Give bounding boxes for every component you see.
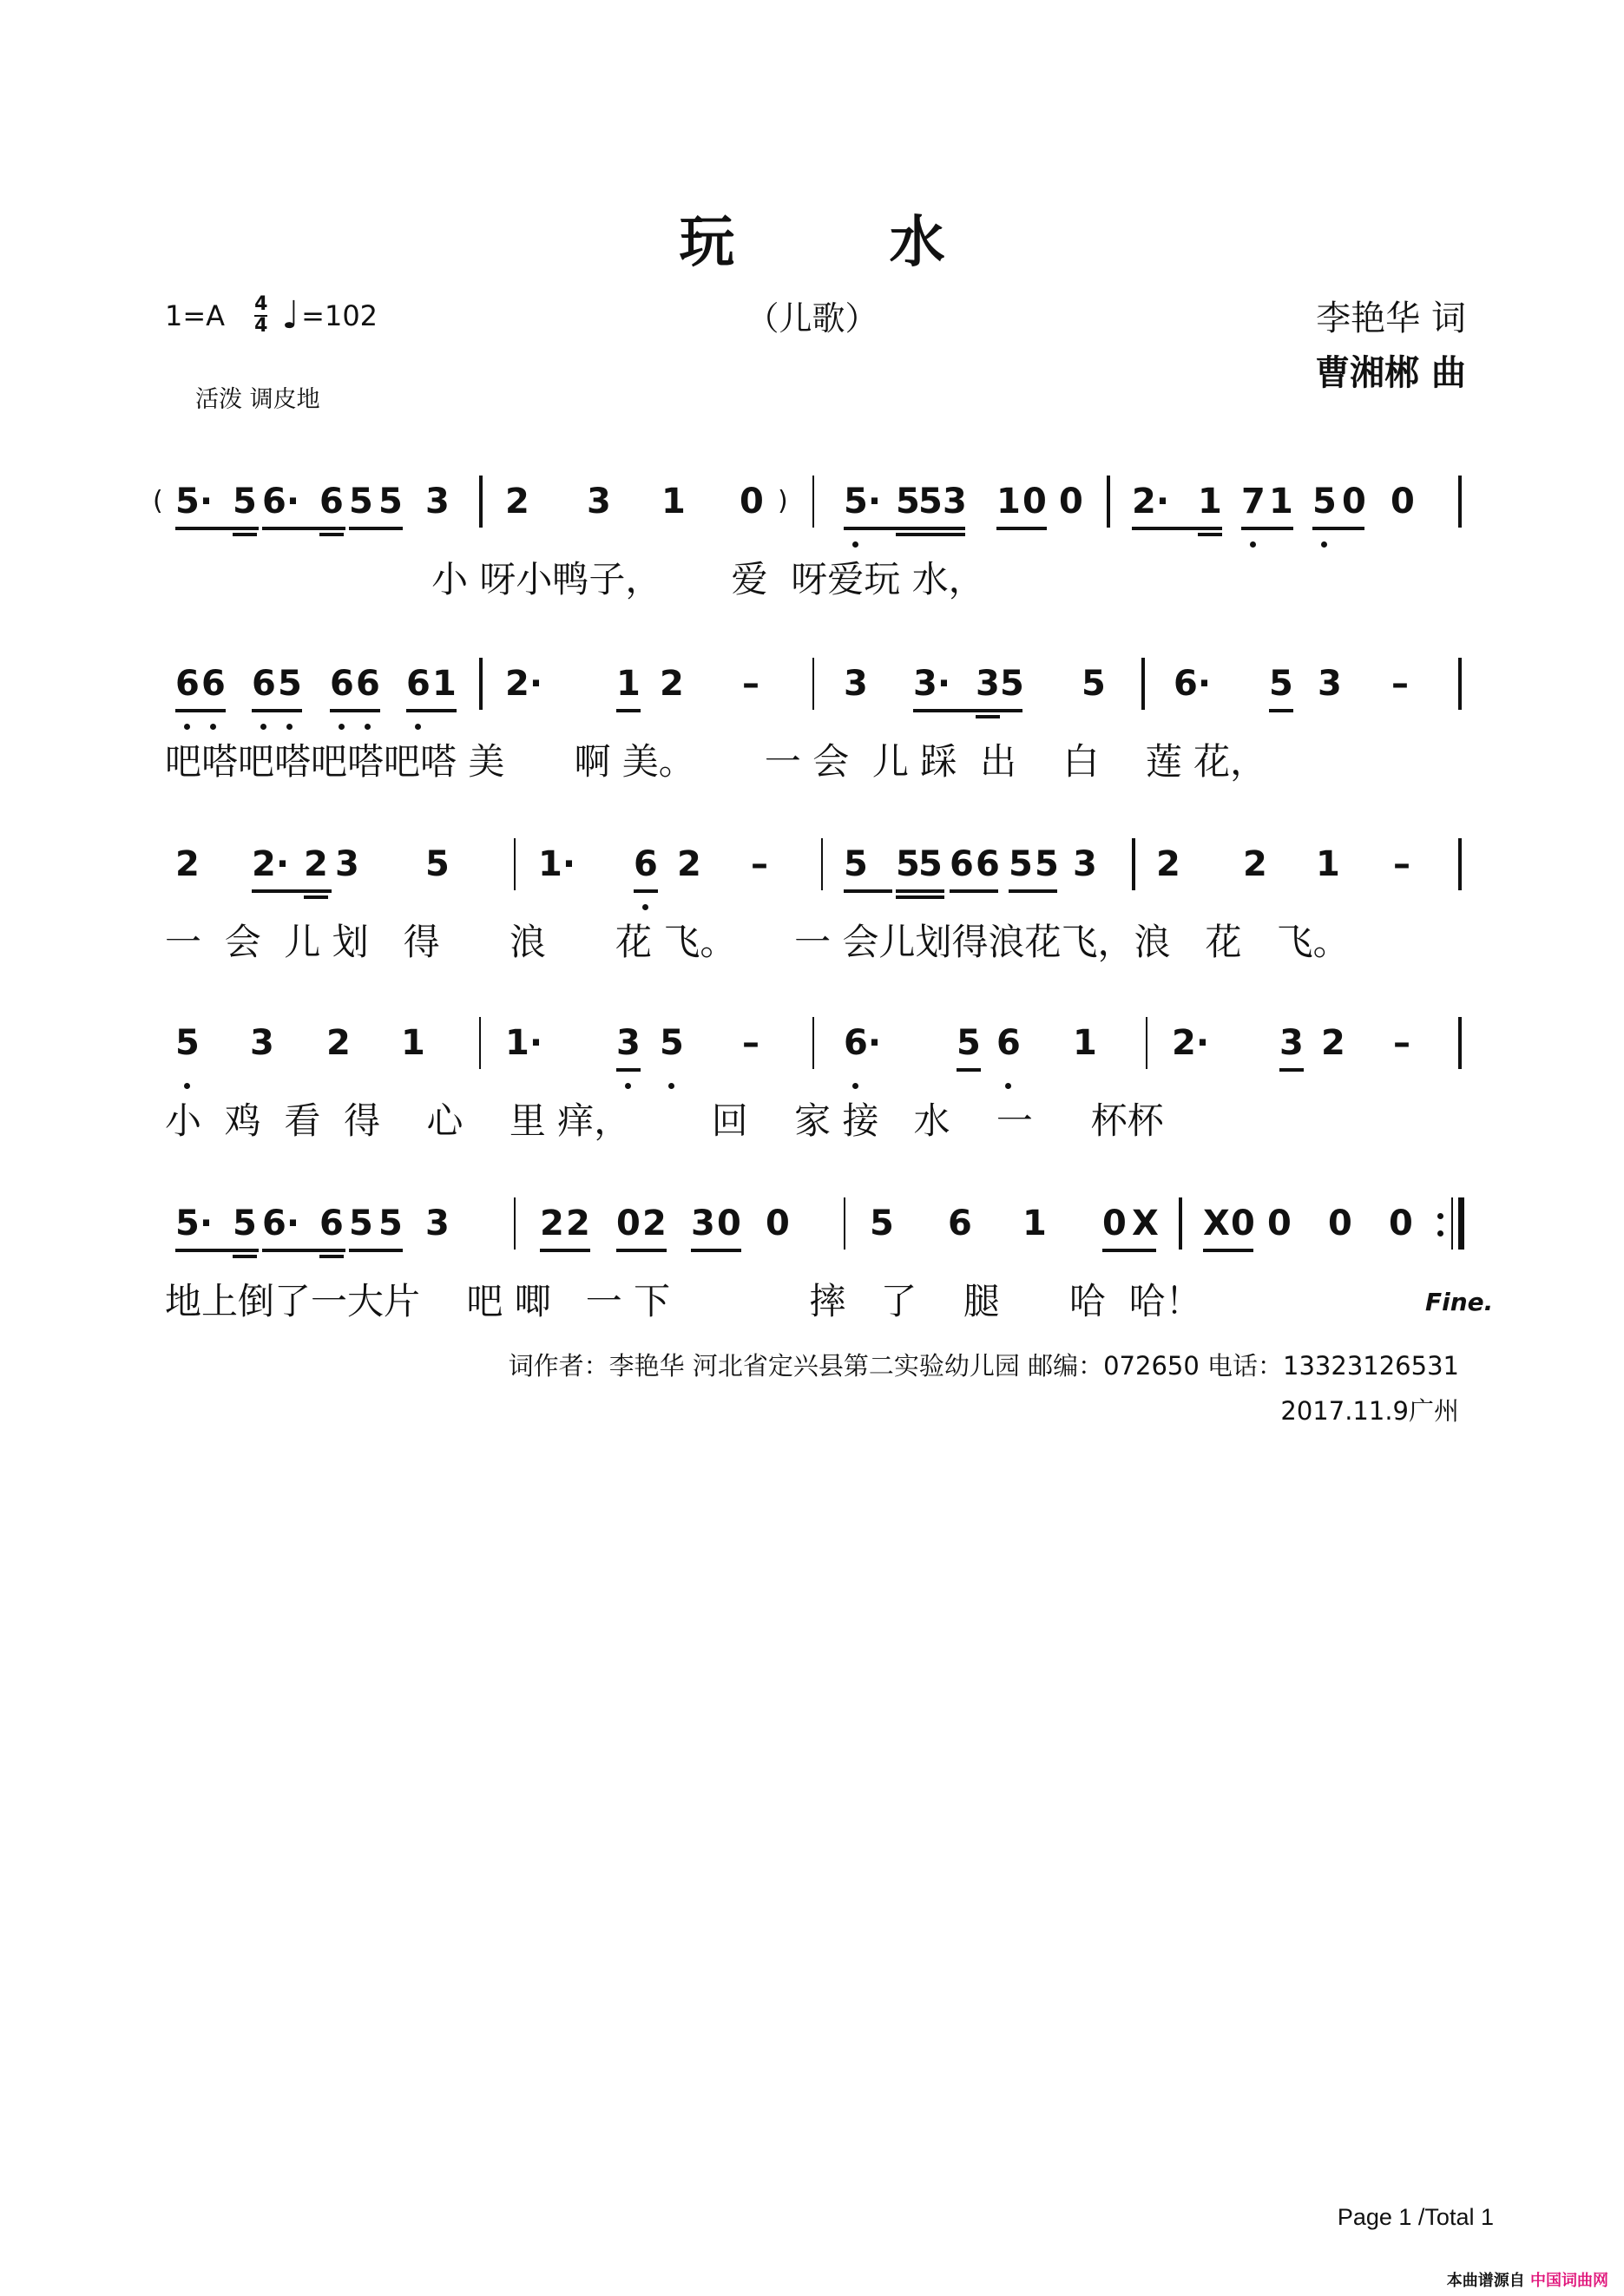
note: 6· <box>262 482 300 522</box>
note: 5· <box>175 482 214 522</box>
note: 6· <box>262 1204 300 1243</box>
note: 2 <box>1243 844 1267 884</box>
quarter-note-icon: ♩ <box>281 292 300 338</box>
note: 2· <box>252 844 290 884</box>
time-signature <box>254 295 267 336</box>
time-top: 4 <box>254 293 268 315</box>
note: 6 <box>976 844 1000 884</box>
author-info: 词作者：李艳华 河北省定兴县第二实验幼儿园 邮编：072650 电话：13323126531 <box>508 1351 1459 1381</box>
score-row-5 <box>165 1197 1494 1336</box>
note: 0 <box>1022 482 1047 522</box>
note: 5 <box>378 482 403 522</box>
open-paren: ( <box>153 486 163 516</box>
note: 0 <box>1342 482 1366 522</box>
note: 6 <box>356 664 380 704</box>
note: 5 <box>896 482 920 522</box>
note: 5 <box>1009 844 1033 884</box>
close-paren: ) <box>778 486 788 516</box>
note: 1 <box>1269 482 1293 522</box>
note: 6 <box>319 1204 344 1243</box>
note: 0 <box>766 1204 790 1243</box>
note: 5 <box>1082 664 1106 704</box>
note: 3 <box>976 664 1000 704</box>
source-watermark <box>1447 2268 1608 2291</box>
note: 6· <box>844 1023 882 1063</box>
fine-mark: Fine. <box>1425 1288 1494 1316</box>
source-site-link[interactable]: 中国词曲网 <box>1530 2272 1608 2290</box>
note: – <box>1391 664 1409 704</box>
note: 3 <box>250 1023 274 1063</box>
note: 0 <box>1389 1204 1413 1243</box>
note: 6 <box>201 664 226 704</box>
notes-row-1 <box>153 476 1484 536</box>
note: 5 <box>425 844 450 884</box>
note: 5 <box>349 1204 373 1243</box>
note: 5· <box>175 1204 214 1243</box>
note: 5 <box>957 1023 981 1063</box>
note: 1 <box>661 482 686 522</box>
note: – <box>1393 1023 1410 1063</box>
note: 2 <box>566 1204 590 1243</box>
note: 2 <box>540 1204 564 1243</box>
note: – <box>742 664 759 704</box>
note: 2 <box>175 844 200 884</box>
note: 3 <box>425 1204 450 1243</box>
note: 0 <box>1267 1204 1292 1243</box>
key-label: 1=A <box>165 298 226 332</box>
note: 2 <box>326 1023 351 1063</box>
note: 5 <box>175 1023 200 1063</box>
note: 6 <box>175 664 200 704</box>
note: 3 <box>943 482 967 522</box>
note: 3 <box>691 1204 715 1243</box>
note: 1· <box>538 844 576 884</box>
lyrics-row-2: 吧嗒吧嗒吧嗒吧嗒 美 啊 美。 一 会 儿 踩 出 白 莲 花， <box>165 740 1267 783</box>
note: 2 <box>1156 844 1180 884</box>
note: – <box>1393 844 1410 884</box>
note: 2· <box>1172 1023 1210 1063</box>
note: 0 <box>1102 1204 1127 1243</box>
lyricist-credit: 李艳华 词 <box>1316 298 1466 338</box>
note: 5 <box>1000 664 1024 704</box>
note: 6 <box>634 844 658 884</box>
note: 1 <box>432 664 457 704</box>
note: 2 <box>505 482 529 522</box>
note: 0 <box>1328 1204 1352 1243</box>
score-row-2 <box>165 658 1484 797</box>
note: 6 <box>319 482 344 522</box>
note: 0 <box>1059 482 1083 522</box>
note: 5 <box>1035 844 1059 884</box>
note: 6 <box>996 1023 1021 1063</box>
date-place: 2017.11.9广州 <box>1280 1396 1459 1426</box>
note: 5 <box>1269 664 1293 704</box>
note: 5 <box>1312 482 1337 522</box>
note: 5 <box>918 844 943 884</box>
composer-credit: 曹湘郴 曲 <box>1315 353 1466 393</box>
note: X <box>1132 1204 1159 1243</box>
note: 5 <box>233 482 257 522</box>
note: 5 <box>918 482 943 522</box>
note: 5 <box>896 844 920 884</box>
note: 0 <box>740 482 764 522</box>
note: 2· <box>1132 482 1170 522</box>
note: 3 <box>425 482 450 522</box>
lyrics-row-3: 一 会 儿 划 得 浪 花 飞。 一 会儿划得浪花飞，浪 花 飞。 <box>165 921 1350 963</box>
note: – <box>751 844 768 884</box>
note: 3 <box>1279 1023 1304 1063</box>
note: 6 <box>406 664 431 704</box>
source-prefix: 本曲谱源自 <box>1446 2272 1525 2290</box>
key-signature <box>165 292 378 338</box>
notes-row-2 <box>165 658 1484 718</box>
note: 1 <box>1073 1023 1097 1063</box>
note: 5· <box>844 482 882 522</box>
note: 2 <box>677 844 701 884</box>
note: 3 <box>587 482 611 522</box>
note: 6· <box>1174 664 1212 704</box>
note: 1 <box>1316 844 1340 884</box>
notes-row-5 <box>165 1197 1484 1258</box>
note: 6 <box>330 664 354 704</box>
note: 3 <box>616 1023 641 1063</box>
score-row-1 <box>153 476 1484 614</box>
score-row-3 <box>165 838 1484 977</box>
note: 6 <box>252 664 276 704</box>
note: 1 <box>996 482 1021 522</box>
tempo-value: =102 <box>301 298 378 332</box>
note: 1 <box>1022 1204 1047 1243</box>
note: 3 <box>1073 844 1097 884</box>
note: 0 <box>616 1204 641 1243</box>
note: 0 <box>1231 1204 1255 1243</box>
note: 2 <box>660 664 684 704</box>
note: 5 <box>378 1204 403 1243</box>
song-subtitle: （儿歌） <box>746 299 878 338</box>
notes-row-3 <box>165 838 1484 899</box>
note: 3 <box>844 664 868 704</box>
note: 3 <box>1318 664 1342 704</box>
note: 5 <box>660 1023 684 1063</box>
note: 6 <box>950 844 974 884</box>
lyrics-row-1: 小 呀小鸭子， 爱 呀爱玩 水， <box>165 558 985 600</box>
note: 1 <box>1198 482 1222 522</box>
expression-mark: 活泼 调皮地 <box>195 386 320 413</box>
note: 2· <box>505 664 543 704</box>
note: 5 <box>870 1204 894 1243</box>
note: 7 <box>1241 482 1266 522</box>
note: 2 <box>642 1204 667 1243</box>
note: 1· <box>505 1023 543 1063</box>
note: 5 <box>278 664 302 704</box>
lyrics-row-5: 地上倒了一大片 吧 唧 一 下 摔 了 腿 哈 哈！ <box>165 1280 1202 1322</box>
score-row-4 <box>165 1017 1484 1156</box>
note: 2 <box>304 844 328 884</box>
note: 5 <box>233 1204 257 1243</box>
note: 0 <box>1391 482 1415 522</box>
song-title: 玩 水 <box>679 211 1013 275</box>
note: 6 <box>948 1204 972 1243</box>
note: – <box>742 1023 759 1063</box>
notes-row-4 <box>165 1017 1484 1078</box>
time-bottom: 4 <box>254 315 268 337</box>
page-number: Page 1 /Total 1 <box>1337 2204 1494 2230</box>
note: X <box>1203 1204 1230 1243</box>
lyrics-row-4: 小 鸡 看 得 心 里 痒， 回 家 接 水 一 杯杯 <box>165 1099 1164 1142</box>
note: 1 <box>401 1023 425 1063</box>
note: 3· <box>913 664 951 704</box>
note: 1 <box>616 664 641 704</box>
note: 3 <box>335 844 359 884</box>
note: 2 <box>1321 1023 1345 1063</box>
note: 5 <box>844 844 868 884</box>
note: 5 <box>349 482 373 522</box>
note: 0 <box>717 1204 741 1243</box>
